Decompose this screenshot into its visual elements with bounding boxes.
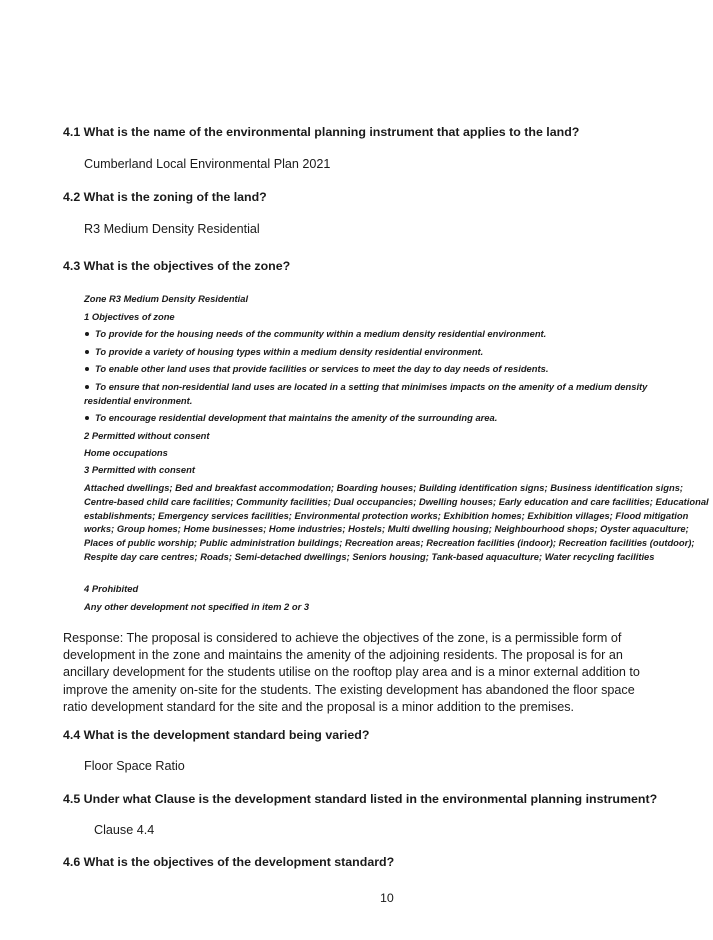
zone-title: Zone R3 Medium Density Residential (84, 293, 249, 304)
answer-4-2: R3 Medium Density Residential (84, 222, 260, 236)
zone-objectives-heading: 1 Objectives of zone (84, 311, 175, 322)
zone-permitted-with-consent-heading: 3 Permitted with consent (84, 464, 195, 475)
question-4-2: 4.2 What is the zoning of the land? (63, 190, 267, 204)
zone-objective-5: To encourage residential development that maintains the amenity of the surrounding area. (84, 412, 497, 423)
zone-objective-2: To provide a variety of housing types within a medium density residential environment. (84, 346, 483, 357)
zone-prohibited: Any other development not specified in item 2 or 3 (84, 601, 310, 612)
zone-objective-4: To ensure that non-residential land uses are located in a setting that minimises impacts on the amenity of a medium density residential environment. (84, 381, 648, 406)
zone-permitted-with-consent: Attached dwellings; Bed and breakfast accommodation; Boarding houses; Building identification signs; Business identification signs; Centre-based child care facilities; Community facilities; Dual occupancies; Dwelling houses; Early education and care facilities; Educational establishments; Emergency services facilities; Environmental protection works; Exhibition homes; Exhibition villages; Flood mitigation works; Group homes; Home businesses; Home industries; Hostels; Multi dwelling housing; Neighbourhood shops; Oyster aquaculture; Places of public worship; Public administration buildings; Recreation areas; Recreation facilities (indoor); Recreation facilities (outdoor); Respite day care centres; Roads; Semi-detached dwellings; Seniors housing; Tank-based aquaculture; Water recycling facilities (84, 482, 709, 562)
bullet-icon (85, 367, 89, 371)
bullet-icon (85, 350, 89, 354)
zone-permitted-without-consent-heading: 2 Permitted without consent (84, 430, 210, 441)
response-paragraph: Response: The proposal is considered to achieve the objectives of the zone, is a permissible form of development in the zone and maintains the amenity of the adjoining residents. The proposal is for an ancillary development for the students utilise on the rooftop play area and is a minor external addition to improve the amenity on-site for the students. The existing development has abandoned the floor space ratio development standard for the site and the proposal is a minor addition to the premises. (63, 631, 640, 714)
question-4-6: 4.6 What is the objectives of the development standard? (63, 855, 395, 869)
bullet-icon (85, 385, 89, 389)
question-4-5: 4.5 Under what Clause is the development standard listed in the environmental planning instrument? (63, 792, 658, 806)
answer-4-4: Floor Space Ratio (84, 759, 185, 773)
bullet-icon (85, 332, 89, 336)
zone-objective-1: To provide for the housing needs of the community within a medium density residential environment. (84, 328, 546, 339)
zone-permitted-without-consent: Home occupations (84, 447, 168, 458)
question-4-4: 4.4 What is the development standard being varied? (63, 728, 370, 742)
zone-objective-3: To enable other land uses that provide facilities or services to meet the day to day needs of residents. (84, 363, 548, 374)
answer-4-5: Clause 4.4 (94, 823, 155, 837)
zone-prohibited-heading: 4 Prohibited (84, 583, 139, 594)
bullet-icon (85, 416, 89, 420)
question-4-3: 4.3 What is the objectives of the zone? (63, 259, 291, 273)
answer-4-1: Cumberland Local Environmental Plan 2021 (84, 157, 331, 171)
page-number: 10 (380, 891, 394, 905)
question-4-1: 4.1 What is the name of the environmental planning instrument that applies to the land? (63, 125, 580, 139)
